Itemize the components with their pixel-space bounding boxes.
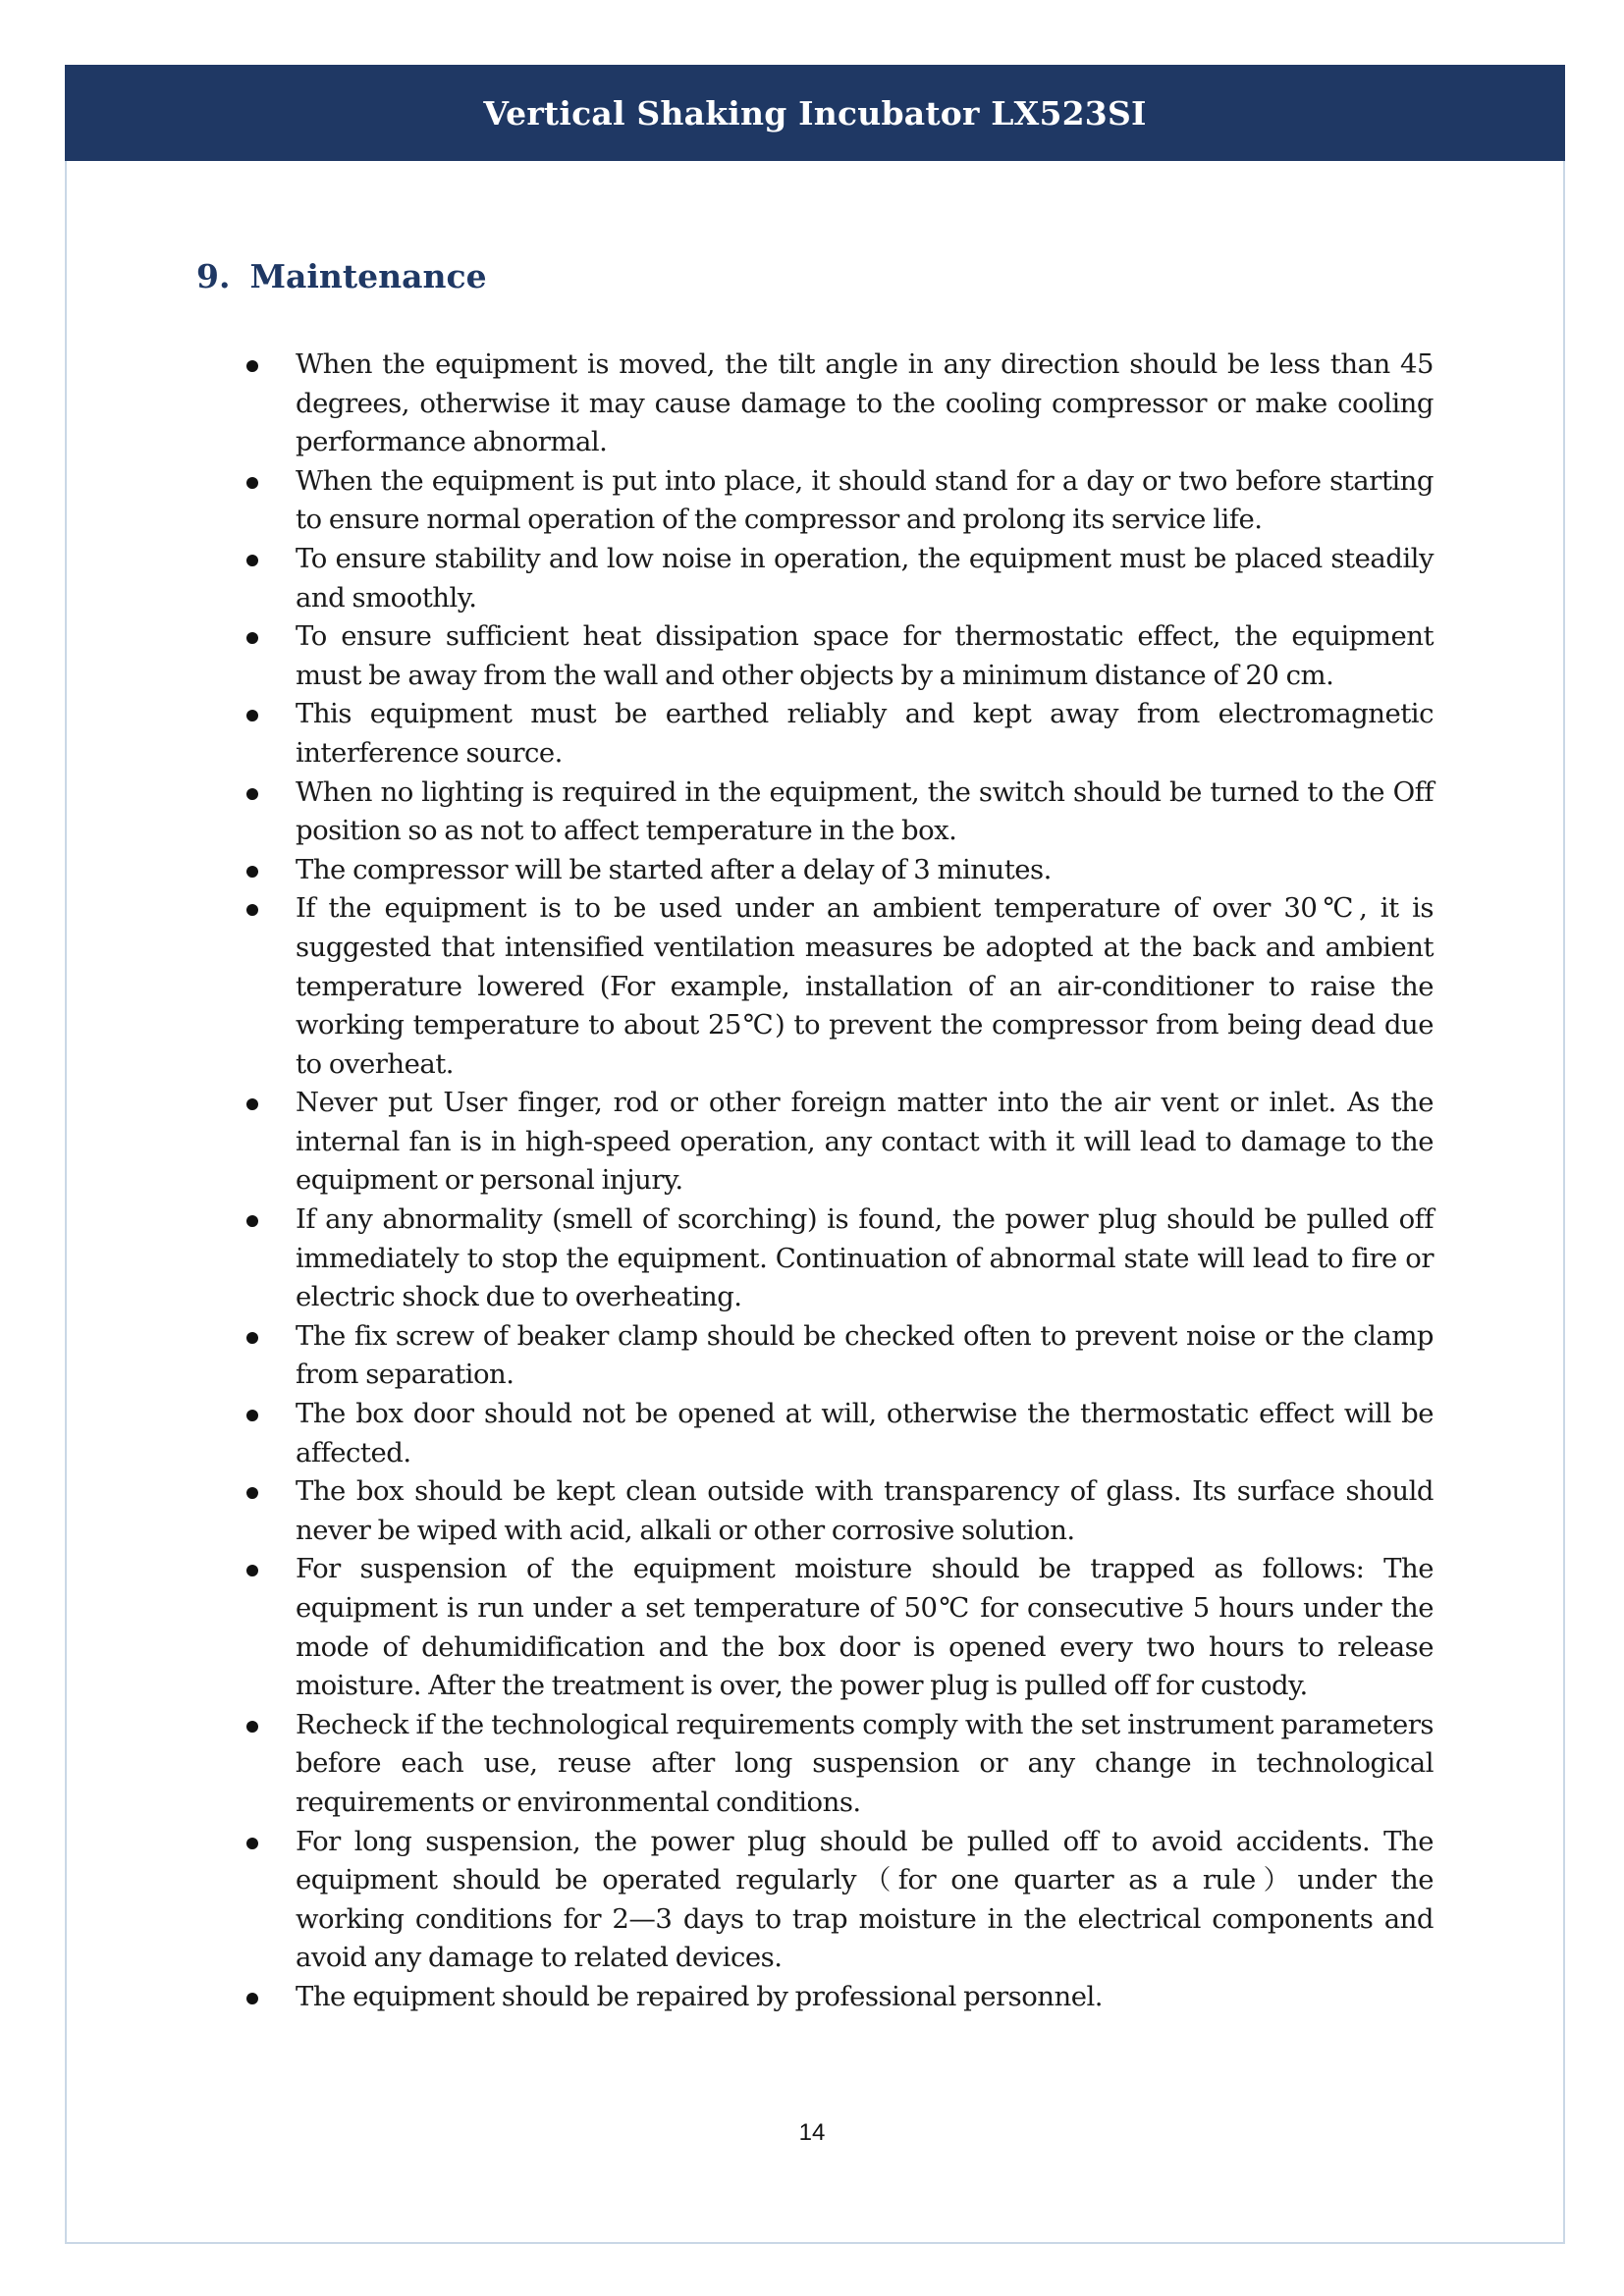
list-item-text: Never put User finger, rod or other foreign matter into the air vent or inlet. As the internal fan is in high-speed operation, any contact with it will lead to damage to the equipment or personal injury. — [296, 1087, 1434, 1197]
header-bar — [65, 65, 1565, 161]
list-item-text: When no lighting is required in the equipment, the switch should be turned to the Off position so as not to affect temperature in the box. — [296, 775, 1434, 847]
bullet-icon — [246, 1098, 258, 1110]
bullet-icon — [246, 1565, 258, 1576]
section-heading — [196, 257, 487, 295]
list-item-text: When the equipment is put into place, it should stand for a day or two before starting to ensure normal operation of the compressor and prolong its service life. — [296, 464, 1434, 536]
list-item — [244, 1823, 1434, 1978]
list-item — [244, 617, 1434, 695]
list-item — [244, 462, 1434, 540]
list-item — [244, 540, 1434, 617]
list-item — [244, 346, 1434, 462]
document-title: Vertical Shaking Incubator LX523SI — [483, 93, 1147, 133]
bullet-icon — [246, 1993, 258, 2004]
list-item-text: For suspension of the equipment moisture should be trapped as follows: The equipment is run under a set temperature of 50℃ for consecutive 5 hours under the mode of dehumidification and the box door is opened every two hours to release moisture. After the treatment is over, the power plug is pulled off for custody. — [296, 1553, 1434, 1702]
list-item-text: To ensure stability and low noise in operation, the equipment must be placed steadily and smoothly. — [296, 542, 1434, 614]
list-item-text: When the equipment is moved, the tilt angle in any direction should be less than 45 degrees, otherwise it may cause damage to the cooling compressor or make cooling performance abnormal. — [296, 348, 1434, 458]
list-item — [244, 1395, 1434, 1472]
list-item-text: The compressor will be started after a delay of 3 minutes. — [296, 853, 1052, 885]
list-item-text: The fix screw of beaker clamp should be checked often to prevent noise or the clamp from separation. — [296, 1319, 1434, 1391]
list-item — [244, 1084, 1434, 1201]
list-item-text: If any abnormality (smell of scorching) is found, the power plug should be pulled off immediately to stop the equipment. Continuation of abnormal state will lead to fire or electric shock due to overheating. — [296, 1203, 1434, 1313]
bullet-icon — [246, 1332, 258, 1344]
list-item — [244, 851, 1434, 890]
bullet-icon — [246, 1410, 258, 1421]
bullet-icon — [246, 632, 258, 644]
list-item-text: If the equipment is to be used under an ambient temperature of over 30℃, it is suggested that intensified ventilation measures be adopted at the back and ambient temperature lowered (For example, installation of an air-conditioner to raise the working temperature to about 25℃) to prevent the compressor from being dead due to overheat. — [296, 892, 1434, 1080]
page-number: 14 — [798, 2119, 826, 2146]
list-item-text: Recheck if the technological requirements comply with the set instrument parameters before each use, reuse after long suspension or any change in technological requirements or environmental conditions. — [296, 1708, 1434, 1818]
list-item — [244, 1706, 1434, 1823]
bullet-icon — [246, 710, 258, 721]
list-item-text: For long suspension, the power plug should be pulled off to avoid accidents. The equipment should be operated regularly（for one quarter as a rule）under the working conditions for 2—3 days to trap moisture in the electrical components and avoid any damage to related devices. — [296, 1825, 1434, 1974]
bullet-icon — [246, 866, 258, 878]
list-item-text: This equipment must be earthed reliably and kept away from electromagnetic interference source. — [296, 698, 1434, 769]
bullet-icon — [246, 1487, 258, 1499]
list-item — [244, 1317, 1434, 1395]
list-item — [244, 1201, 1434, 1317]
list-item-text: To ensure sufficient heat dissipation space for thermostatic effect, the equipment must be away from the wall and other objects by a minimum distance of 20 cm. — [296, 620, 1434, 691]
bullet-icon — [246, 904, 258, 916]
bullet-icon — [246, 477, 258, 489]
bullet-icon — [246, 555, 258, 566]
bullet-icon — [246, 1215, 258, 1227]
maintenance-content — [244, 346, 1434, 2017]
bullet-icon — [246, 1838, 258, 1849]
list-item — [244, 1550, 1434, 1705]
bullet-icon — [246, 360, 258, 372]
list-item-text: The equipment should be repaired by professional personnel. — [296, 1980, 1104, 2012]
list-item — [244, 889, 1434, 1084]
list-item-text: The box should be kept clean outside with transparency of glass. Its surface should never be wiped with acid, alkali or other corrosive solution. — [296, 1475, 1434, 1546]
bullet-icon — [246, 788, 258, 800]
list-item — [244, 1978, 1434, 2017]
list-item — [244, 774, 1434, 851]
bullet-icon — [246, 1721, 258, 1733]
list-item — [244, 1472, 1434, 1550]
list-item-text: The box door should not be opened at will, otherwise the thermostatic effect will be affected. — [296, 1398, 1434, 1468]
section-number: 9. — [196, 257, 231, 295]
section-title: Maintenance — [249, 257, 487, 295]
maintenance-bullet-list — [244, 346, 1434, 2017]
list-item — [244, 695, 1434, 773]
